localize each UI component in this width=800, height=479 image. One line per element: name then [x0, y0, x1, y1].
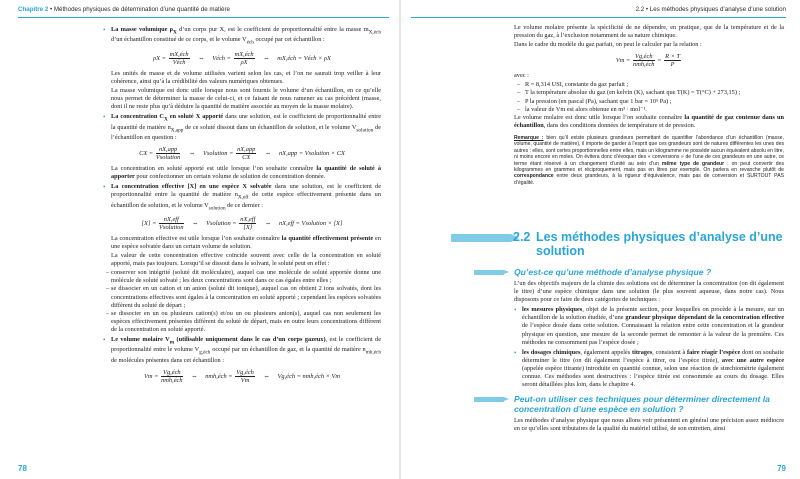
subsection-heading [514, 394, 784, 414]
bullet-concentration-effective: • La concentration effective [X] en une espèce X solvatée dans une solution, est le coefficient de proportionnalité entre la quantité de matière $n_{X,eff}$ de cette espèce effectivement présente dans un échantillon de solution, et le volume $V_{solution}$ de ce dernier : [103, 183, 381, 212]
dash-item: – T la température absolue du gaz (en kelvin (K), sachant que T(K) = T(°C) + 273,15) ; [514, 89, 784, 97]
chapter-title: • Méthodes physiques de détermination d’une quantité de matière [48, 6, 230, 13]
bullet-dosages-chimiques: • les dosages chimiques, également appelés titrages, consistent à faire réagir l’espèce dont on souhaite déterminer le titre (on dit également l’espèce à titrer, ou l’espèce titrée), avec une autre espèce (appelée espèce titrante) introduite en quantité connue, selon une réaction de stœchiométrie également connue. Ces méthodes sont destructives : l’espèce titrée est consommée au cours du dosage. Elles seront détaillées plus loin, dans le chapitre 4. [514, 349, 784, 389]
header-rule [411, 17, 786, 18]
dash-item: – se dissocier en un cation et un anion (soluté dit ionique), auquel cas on obtient 2 ions solvatés, dont les concentrations effectives sont égales à la concentration en soluté apporté ; cependant les espèces solvatées diffèrent du soluté de départ ; [103, 285, 381, 309]
subsection-title: Peut-on utiliser ces techniques pour déterminer directement la concentration d’une espèce en solution ? [514, 394, 770, 415]
chapter-label: Chapitre 2 [18, 6, 49, 13]
bullet-masse-volumique: • La masse volumique $\rho_X$ d’un corps pur X, est le coefficient de proportionnalité entre la masse $m_{X,éch}$ d’un échantillon constitué de ce corps, et le volume $V_{éch}$ occupé par cet échantillon : [103, 26, 381, 47]
dash-item: – R = 8,314 USI, constante du gaz parfait ; [514, 81, 784, 89]
formula-masse-volumique: ρX = $\frac{\text{mX,éch}}{\text{Véch}}$ ⇔ Véch = $\frac{\text{mX,éch}}{\rho X}$ ⇔ mX,éch = Véch × ρX [153, 50, 331, 66]
page-number-right: 79 [777, 464, 786, 473]
dash-item: – se dissocier en un ou plusieurs cation(s) et/ou un ou plusieurs anion(s), auquel cas non seulement les espèces effectivement présentes diffèrent du soluté de départ, mais en outre leurs concentrations diffèrent de la concentration en soluté apporté. [103, 310, 381, 334]
section-title: Les méthodes physiques d’analyse d’une solution [536, 230, 783, 258]
paragraph: La valeur de cette concentration effective coïncide souvent avec celle de la concentration en soluté apporté, mais pas toujours. Lorsqu’il se dissout dans le solvant, le soluté peut en effet : [111, 252, 381, 268]
formula-gaz-parfait: Vm = $\frac{\text{Vg,éch}}{\text{nmh,éch}}$ = $\frac{R \times T}{P}$ [615, 53, 681, 69]
right-page [401, 0, 800, 479]
dash-item: – conserver son intégrité (soluté dit moléculaire), auquel cas une molécule de soluté apportée donne une molécule de soluté solvaté ; les deux concentrations sont dans ce cas égales entre elles ; [103, 269, 381, 285]
paragraph: avec : [514, 72, 529, 80]
paragraph: Dans le cadre du modèle du gaz parfait, on peut le calculer par la relation : [514, 41, 702, 49]
left-column [103, 24, 381, 388]
paragraph: Les unités de masse et de volume utilisées varient selon les cas, et l’on ne saurait trop veiller à leur cohérence, ainsi qu’à la crédibilité des valeurs numériques obtenues. [111, 69, 381, 85]
remark-box: Remarque : bien qu’il existe plusieurs grandeurs permettant de quantifier l’abondance d’un échantillon (masse, volume, quantité de matière), il importe de garder à l’esprit que ces grandeurs sont de natures différentes les unes des autres : elles, sont certes proportionnelles entre elles, mais un kilogramme ne possède aucun équivalent absolu en litre, ni moins encore en moles. On évitera donc d’évoquer des « conversions » de l’une de ces grandeurs en une autre, ce terme étant réservé à un changement d’unité au sein d’un même type de grandeur : on peut convertir des kilogrammes en grammes et réciproquement, mais pas en litres par exemple. On parlera en revanche plutôt de correspondance entre deux grandeurs, à la rigueur d’équivalence, mais pas de conversion et SURTOUT PAS d’égalité. [514, 134, 785, 186]
paragraph: Le volume molaire présente la spécificité de ne dépendre, en pratique, que de la température et de la pression du gaz, à l’exclusion notamment de sa nature chimique. [514, 24, 784, 40]
running-head-left [18, 6, 230, 13]
subheading-arrow-icon [474, 397, 504, 402]
subheading-arrow-icon [474, 270, 504, 275]
bullet-concentration-apportee: • La concentration $C_X$ en soluté X apporté dans une solution, est le coefficient de proportionnalité entre la quantité de matière $n_{X,app}$ de ce soluté dissout dans un échantillon de solution, et le volume $V_{solution}$ de l’échantillon en question : [103, 113, 381, 142]
heading-arrow-icon [451, 234, 511, 242]
dash-item: – P la pression (en pascal (Pa), sachant que 1 bar = 10⁵ Pa) ; [514, 98, 784, 106]
paragraph: La masse volumique est donc utile lorsque nous sont fournis le volume d’un échantillon, en ce qu’elle nous permet de déterminer la masse de celui-ci, et ce faisant de nous ramener au cas précédent (masse, dont il ne reste plus qu’à déduire la quantité de matière associée au moyen de la masse molaire). [111, 86, 381, 111]
section-number: 2.2 [513, 230, 531, 244]
formula-volume-molaire: Vm = $\frac{\text{Vg,éch}}{\text{nmh,éch}}$ ⇔ nmh,éch = $\frac{\text{Vg,éch}}{Vm}$ ⇔ Vg,éch = nmh,éch × Vm [143, 368, 341, 384]
right-column-top [514, 24, 784, 188]
formula-concentration-effective: [X] = $\frac{\text{nX,eff}}{\text{Vsolution}}$ ⇔ Vsolution = $\frac{\text{nX,eff}}{[X]}$ ⇔ nX,eff = Vsolution × [X] [141, 215, 343, 231]
paragraph: Le volume molaire est donc utile lorsque l’on souhaite connaître la quantité de gaz contenue dans un échantillon, dans des conditions données de température et de pression. [514, 113, 784, 129]
bullet-mesures-physiques: • les mesures physiques, objet de la présente section, pour lesquelles on procède à la mesure, sur un échantillon de la solution étudiée, d’une grandeur physique dépendant de la concentration effective de l’espèce dosée dans cette solution. Connaissant la relation entre cette concentration et la grandeur physique en question, une mesure de la seconde permet de remonter à la valeur de la première. Ces méthodes ne consomment pas l’espèce dosée ; [514, 306, 784, 346]
header-rule [18, 17, 389, 18]
subsection-title: Qu’est-ce qu’une méthode d’analyse physique ? [514, 267, 712, 277]
left-page [0, 0, 399, 479]
running-head-right: 2.2 • Les méthodes physiques d’analyse d’une solution [635, 6, 786, 13]
paragraph: La concentration en soluté apporté est utile lorsque l’on souhaite connaître la quantité de soluté à apporter pour confectionner un certain volume de solution de concentration donnée. [111, 164, 381, 181]
right-column-bottom [514, 267, 784, 434]
paragraph: Les méthodes d’analyse physique que nous allons voir présentent en général une précision assez médiocre en ce qu’elles sont tributaires de la qualité du matériel utilisé, de son entretien, ainsi [514, 417, 784, 433]
formula-concentration-apportee: CX = $\frac{\text{nX,app}}{\text{Vsolution}}$ ⇔ Vsolution = $\frac{\text{nX,app}}{CX}$ ⇔ nX,app = Vsolution × CX [139, 145, 345, 161]
bullet-volume-molaire: • Le volume molaire $V_m$ (utilisable uniquement dans le cas d’un corps gazeux), est le coefficient de proportionnalité entre le volume $V_{g,éch}$ occupé par un échantillon de gaz, et la quantité de matière $n_{mh,éch}$ de molécules présentes dans cet échantillon : [103, 336, 381, 365]
paragraph: L’un des objectifs majeurs de la chimie des solutions est de déterminer la concentration (on dit également le titre) d’une espèce chimique dans une solution (le plus souvent aqueuse, dans notre cas). Nous disposons pour ce faire de deux catégories de techniques : [514, 280, 784, 304]
paragraph: La concentration effective est utile lorsque l’on souhaite connaître la quantité effectivement présente en une espèce solvatée dans un certain volume de solution. [111, 234, 381, 250]
dash-item: – la valeur de Vm est alors obtenue en m³ · mol⁻¹. [514, 106, 784, 114]
page-number-left: 78 [18, 464, 27, 473]
subsection-heading [514, 267, 784, 277]
